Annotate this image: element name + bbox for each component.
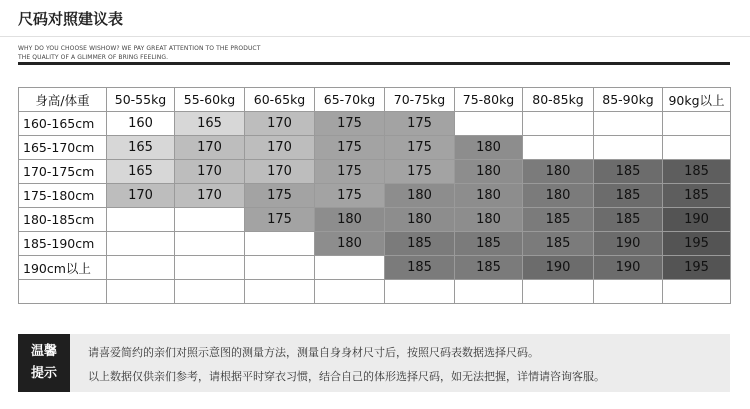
row-header: 175-180cm	[19, 184, 107, 208]
table-row	[19, 232, 731, 256]
column-header: 75-80kg	[455, 88, 523, 112]
size-cell	[594, 280, 663, 304]
top-divider	[0, 36, 750, 37]
column-header: 55-60kg	[175, 88, 245, 112]
size-cell: 170	[107, 184, 175, 208]
size-cell: 175	[385, 136, 455, 160]
size-cell: 175	[315, 136, 385, 160]
row-header: 170-175cm	[19, 160, 107, 184]
tips-badge-line-1: 温馨	[30, 344, 57, 359]
size-cell: 185	[455, 232, 523, 256]
size-cell: 185	[523, 208, 594, 232]
tips-text-2: 以上数据仅供亲们参考，请根据平时穿衣习惯，结合自己的体形选择尺码，如无法把握，详情请咨询客服。	[88, 370, 605, 383]
size-cell: 185	[663, 184, 731, 208]
subtitle	[18, 44, 261, 62]
tips-panel	[18, 334, 730, 392]
size-cell: 180	[315, 208, 385, 232]
row-header: 160-165cm	[19, 112, 107, 136]
row-header: 165-170cm	[19, 136, 107, 160]
column-header: 90kg以上	[663, 88, 731, 112]
size-cell: 185	[594, 208, 663, 232]
tips-text-1: 请喜爱简约的亲们对照示意图的测量方法，测量自身身材尺寸后，按照尺码表数据选择尺码。	[88, 346, 539, 359]
size-cell: 175	[385, 160, 455, 184]
size-cell: 180	[455, 208, 523, 232]
size-cell: 165	[175, 112, 245, 136]
size-cell: 175	[315, 184, 385, 208]
size-cell: 180	[385, 184, 455, 208]
page-title: 尺码对照建议表	[18, 10, 124, 28]
size-cell: 180	[455, 136, 523, 160]
size-cell: 190	[594, 256, 663, 280]
size-cell: 190	[594, 232, 663, 256]
size-cell	[523, 136, 594, 160]
row-header: 180-185cm	[19, 208, 107, 232]
size-cell	[455, 280, 523, 304]
header-row	[19, 88, 731, 112]
size-cell: 185	[385, 232, 455, 256]
size-cell: 185	[594, 160, 663, 184]
column-header: 70-75kg	[385, 88, 455, 112]
size-cell	[107, 256, 175, 280]
size-cell: 175	[245, 208, 315, 232]
size-cell	[663, 136, 731, 160]
size-cell: 165	[107, 160, 175, 184]
size-cell: 185	[385, 256, 455, 280]
size-cell	[455, 112, 523, 136]
size-chart-body	[19, 112, 731, 304]
size-cell	[175, 232, 245, 256]
size-cell	[175, 208, 245, 232]
row-header	[19, 280, 107, 304]
size-cell	[663, 280, 731, 304]
size-cell	[245, 232, 315, 256]
size-cell: 185	[594, 184, 663, 208]
table-row	[19, 184, 731, 208]
size-cell: 195	[663, 256, 731, 280]
size-cell	[107, 208, 175, 232]
subtitle-line-1: WHY DO YOU CHOOSE WISHOW? WE PAY GREAT ATTENTION TO THE PRODUCT	[18, 45, 261, 52]
size-cell: 165	[107, 136, 175, 160]
size-cell: 185	[663, 160, 731, 184]
table-row	[19, 136, 731, 160]
size-cell	[315, 256, 385, 280]
size-cell: 170	[245, 160, 315, 184]
column-header: 60-65kg	[245, 88, 315, 112]
corner-header: 身高/体重	[19, 88, 107, 112]
subtitle-line-2: THE QUALITY OF A GLIMMER OF BRING FEELING.	[18, 54, 169, 61]
size-cell: 180	[455, 184, 523, 208]
size-cell: 175	[385, 112, 455, 136]
size-cell	[175, 256, 245, 280]
size-cell: 160	[107, 112, 175, 136]
size-cell: 170	[175, 160, 245, 184]
size-cell: 180	[385, 208, 455, 232]
size-cell	[523, 280, 594, 304]
table-row	[19, 208, 731, 232]
column-header: 50-55kg	[107, 88, 175, 112]
size-cell	[663, 112, 731, 136]
size-cell	[385, 280, 455, 304]
table-row	[19, 256, 731, 280]
size-chart-table	[18, 87, 731, 304]
size-cell: 170	[245, 112, 315, 136]
section-divider	[18, 62, 730, 65]
size-cell	[107, 232, 175, 256]
table-row	[19, 280, 731, 304]
size-cell	[245, 280, 315, 304]
size-cell	[594, 112, 663, 136]
size-cell: 175	[315, 160, 385, 184]
column-header: 85-90kg	[594, 88, 663, 112]
size-cell	[315, 280, 385, 304]
column-header: 80-85kg	[523, 88, 594, 112]
size-cell: 185	[523, 232, 594, 256]
tips-badge	[18, 334, 70, 392]
size-cell: 180	[523, 160, 594, 184]
size-cell: 180	[455, 160, 523, 184]
size-cell: 195	[663, 232, 731, 256]
row-header: 190cm以上	[19, 256, 107, 280]
size-cell: 170	[175, 184, 245, 208]
row-header: 185-190cm	[19, 232, 107, 256]
size-cell: 175	[245, 184, 315, 208]
table-row	[19, 160, 731, 184]
column-header: 65-70kg	[315, 88, 385, 112]
size-cell	[107, 280, 175, 304]
size-cell: 190	[523, 256, 594, 280]
size-cell	[594, 136, 663, 160]
size-cell: 175	[315, 112, 385, 136]
size-cell: 190	[663, 208, 731, 232]
tips-badge-line-2: 提示	[30, 366, 57, 381]
table-row	[19, 112, 731, 136]
size-cell	[523, 112, 594, 136]
size-cell: 180	[315, 232, 385, 256]
size-cell: 185	[455, 256, 523, 280]
size-cell	[245, 256, 315, 280]
size-cell: 180	[523, 184, 594, 208]
size-cell: 170	[245, 136, 315, 160]
size-cell: 170	[175, 136, 245, 160]
size-cell	[175, 280, 245, 304]
